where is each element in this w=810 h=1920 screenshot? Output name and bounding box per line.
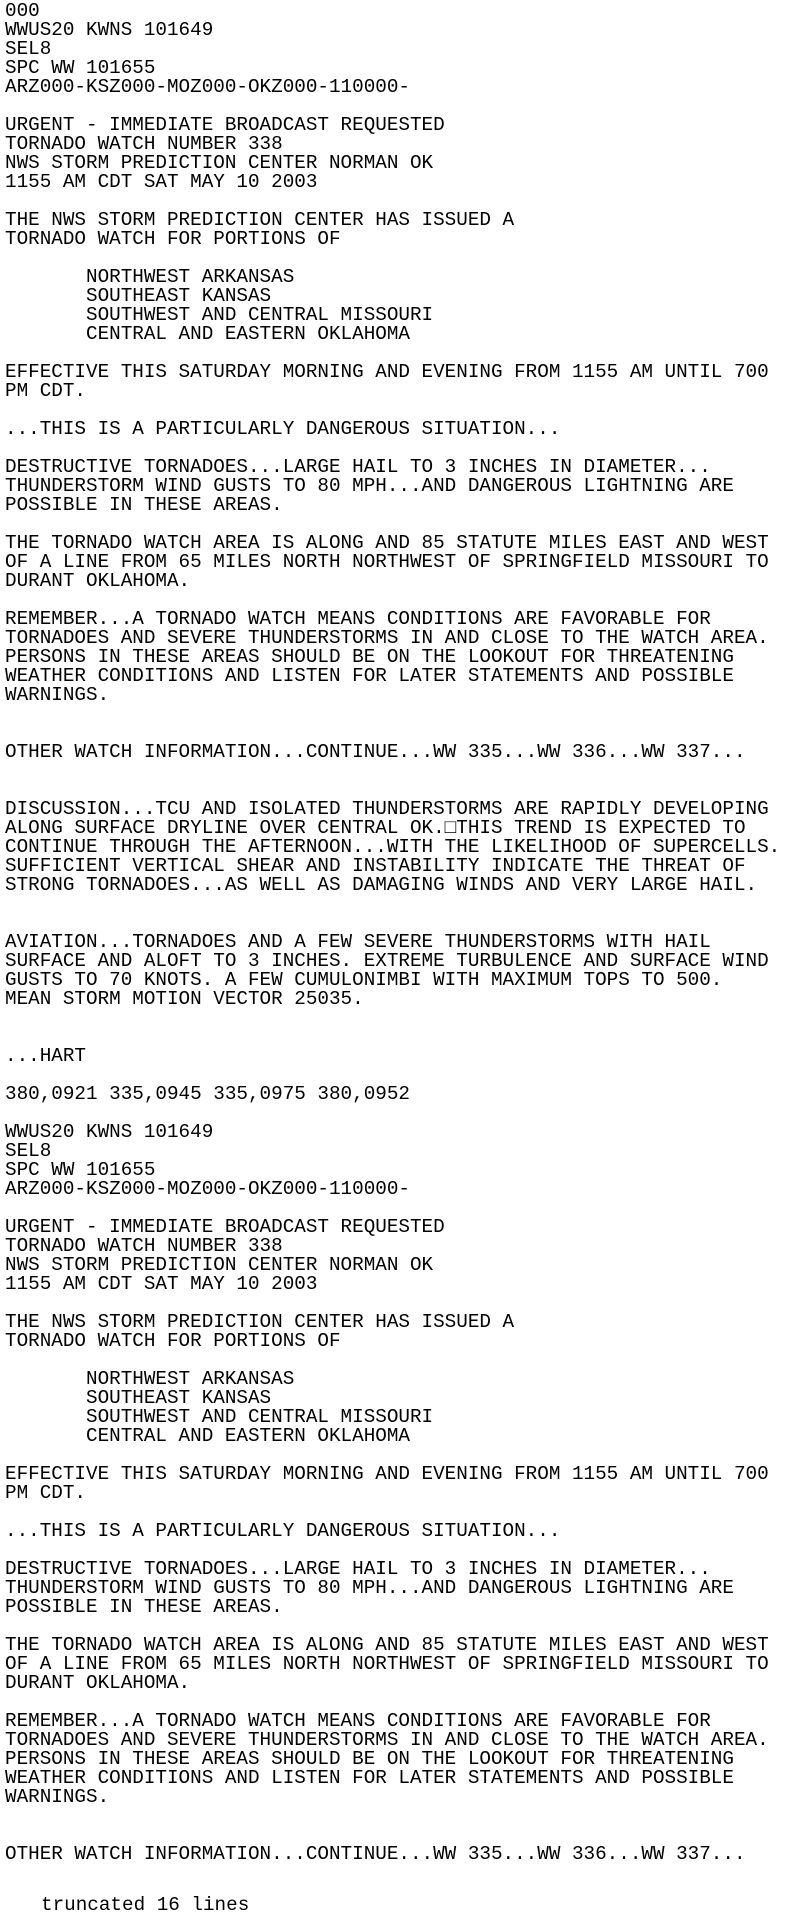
text-line: MEAN STORM MOTION VECTOR 25035. bbox=[5, 988, 364, 1010]
text-line: DESTRUCTIVE TORNADOES...LARGE HAIL TO 3 INCHES IN DIAMETER... bbox=[5, 456, 711, 478]
text-line: SEL8 bbox=[5, 38, 52, 60]
text-line: CONTINUE THROUGH THE AFTERNOON...WITH THE LIKELIHOOD OF SUPERCELLS. bbox=[5, 836, 781, 858]
text-line: DURANT OKLAHOMA. bbox=[5, 1672, 191, 1694]
text-line: NWS STORM PREDICTION CENTER NORMAN OK bbox=[5, 1254, 434, 1276]
text-line: NORTHWEST ARKANSAS bbox=[5, 1368, 295, 1390]
text-line: SOUTHWEST AND CENTRAL MISSOURI bbox=[5, 1406, 434, 1428]
text-line: SEL8 bbox=[5, 1140, 52, 1162]
text-line: CENTRAL AND EASTERN OKLAHOMA bbox=[5, 323, 410, 345]
text-line: DURANT OKLAHOMA. bbox=[5, 570, 191, 592]
text-line: WARNINGS. bbox=[5, 684, 110, 706]
text-line: URGENT - IMMEDIATE BROADCAST REQUESTED bbox=[5, 114, 445, 136]
text-line: STRONG TORNADOES...AS WELL AS DAMAGING WINDS AND VERY LARGE HAIL. bbox=[5, 874, 758, 896]
text-line: CENTRAL AND EASTERN OKLAHOMA bbox=[5, 1425, 410, 1447]
text-line: SOUTHWEST AND CENTRAL MISSOURI bbox=[5, 304, 434, 326]
text-line: PM CDT. bbox=[5, 380, 86, 402]
truncation-note: truncated 16 lines bbox=[41, 1894, 250, 1916]
text-line: WWUS20 KWNS 101649 bbox=[5, 19, 214, 41]
text-line: EFFECTIVE THIS SATURDAY MORNING AND EVENING FROM 1155 AM UNTIL 700 bbox=[5, 1463, 769, 1485]
blank-line bbox=[5, 762, 810, 781]
text-line: PERSONS IN THESE AREAS SHOULD BE ON THE LOOKOUT FOR THREATENING bbox=[5, 646, 734, 668]
text-line: POSSIBLE IN THESE AREAS. bbox=[5, 494, 283, 516]
bulletin-text bbox=[5, 2, 810, 1864]
text-line: ...THIS IS A PARTICULARLY DANGEROUS SITUATION... bbox=[5, 418, 561, 440]
text-line: SUFFICIENT VERTICAL SHEAR AND INSTABILITY INDICATE THE THREAT OF bbox=[5, 855, 746, 877]
text-line: REMEMBER...A TORNADO WATCH MEANS CONDITIONS ARE FAVORABLE FOR bbox=[5, 1710, 711, 1732]
text-line: WWUS20 KWNS 101649 bbox=[5, 1121, 214, 1143]
text-line: SURFACE AND ALOFT TO 3 INCHES. EXTREME TURBULENCE AND SURFACE WIND bbox=[5, 950, 769, 972]
text-line: ALONG SURFACE DRYLINE OVER CENTRAL OK.□THIS TREND IS EXPECTED TO bbox=[5, 817, 746, 839]
text-line: 380,0921 335,0945 335,0975 380,0952 bbox=[5, 1083, 410, 1105]
text-line: OTHER WATCH INFORMATION...CONTINUE...WW 335...WW 336...WW 337... bbox=[5, 1843, 746, 1865]
text-line: TORNADO WATCH FOR PORTIONS OF bbox=[5, 228, 341, 250]
text-line: WARNINGS. bbox=[5, 1786, 110, 1808]
text-line: WEATHER CONDITIONS AND LISTEN FOR LATER STATEMENTS AND POSSIBLE bbox=[5, 665, 734, 687]
text-line: SOUTHEAST KANSAS bbox=[5, 285, 272, 307]
text-line: DESTRUCTIVE TORNADOES...LARGE HAIL TO 3 INCHES IN DIAMETER... bbox=[5, 1558, 711, 1580]
text-line: URGENT - IMMEDIATE BROADCAST REQUESTED bbox=[5, 1216, 445, 1238]
blank-line bbox=[5, 705, 810, 724]
text-line: 000 bbox=[5, 0, 40, 22]
text-line: TORNADO WATCH FOR PORTIONS OF bbox=[5, 1330, 341, 1352]
text-line: SPC WW 101655 bbox=[5, 57, 156, 79]
blank-line bbox=[5, 1009, 810, 1028]
text-line: THUNDERSTORM WIND GUSTS TO 80 MPH...AND DANGEROUS LIGHTNING ARE bbox=[5, 1577, 734, 1599]
text-line: TORNADOES AND SEVERE THUNDERSTORMS IN AND CLOSE TO THE WATCH AREA. bbox=[5, 627, 769, 649]
text-line: DISCUSSION...TCU AND ISOLATED THUNDERSTORMS ARE RAPIDLY DEVELOPING bbox=[5, 798, 769, 820]
text-line: ...THIS IS A PARTICULARLY DANGEROUS SITUATION... bbox=[5, 1520, 561, 1542]
blank-line bbox=[5, 1807, 810, 1826]
text-line: ARZ000-KSZ000-MOZ000-OKZ000-110000- bbox=[5, 76, 410, 98]
text-line: WEATHER CONDITIONS AND LISTEN FOR LATER STATEMENTS AND POSSIBLE bbox=[5, 1767, 734, 1789]
text-line: EFFECTIVE THIS SATURDAY MORNING AND EVENING FROM 1155 AM UNTIL 700 bbox=[5, 361, 769, 383]
text-line: PM CDT. bbox=[5, 1482, 86, 1504]
text-line: POSSIBLE IN THESE AREAS. bbox=[5, 1596, 283, 1618]
text-line: THUNDERSTORM WIND GUSTS TO 80 MPH...AND DANGEROUS LIGHTNING ARE bbox=[5, 475, 734, 497]
text-line: THE NWS STORM PREDICTION CENTER HAS ISSUED A bbox=[5, 1311, 515, 1333]
text-line: TORNADOES AND SEVERE THUNDERSTORMS IN AND CLOSE TO THE WATCH AREA. bbox=[5, 1729, 769, 1751]
text-line: TORNADO WATCH NUMBER 338 bbox=[5, 1235, 283, 1257]
text-line: OF A LINE FROM 65 MILES NORTH NORTHWEST OF SPRINGFIELD MISSOURI TO bbox=[5, 1653, 769, 1675]
text-line: TORNADO WATCH NUMBER 338 bbox=[5, 133, 283, 155]
text-line: SPC WW 101655 bbox=[5, 1159, 156, 1181]
text-line: THE TORNADO WATCH AREA IS ALONG AND 85 STATUTE MILES EAST AND WEST bbox=[5, 532, 769, 554]
text-line: OTHER WATCH INFORMATION...CONTINUE...WW 335...WW 336...WW 337... bbox=[5, 741, 746, 763]
text-line: THE NWS STORM PREDICTION CENTER HAS ISSUED A bbox=[5, 209, 515, 231]
text-line: ...HART bbox=[5, 1045, 86, 1067]
text-line: 1155 AM CDT SAT MAY 10 2003 bbox=[5, 1273, 318, 1295]
text-line: ARZ000-KSZ000-MOZ000-OKZ000-110000- bbox=[5, 1178, 410, 1200]
blank-line bbox=[5, 1028, 810, 1047]
text-line: AVIATION...TORNADOES AND A FEW SEVERE THUNDERSTORMS WITH HAIL bbox=[5, 931, 711, 953]
text-line: OF A LINE FROM 65 MILES NORTH NORTHWEST OF SPRINGFIELD MISSOURI TO bbox=[5, 551, 769, 573]
text-line: GUSTS TO 70 KNOTS. A FEW CUMULONIMBI WITH MAXIMUM TOPS TO 500. bbox=[5, 969, 723, 991]
text-line: THE TORNADO WATCH AREA IS ALONG AND 85 STATUTE MILES EAST AND WEST bbox=[5, 1634, 769, 1656]
text-line: SOUTHEAST KANSAS bbox=[5, 1387, 272, 1409]
text-line: REMEMBER...A TORNADO WATCH MEANS CONDITIONS ARE FAVORABLE FOR bbox=[5, 608, 711, 630]
text-line: PERSONS IN THESE AREAS SHOULD BE ON THE LOOKOUT FOR THREATENING bbox=[5, 1748, 734, 1770]
blank-line bbox=[5, 895, 810, 914]
text-line: NORTHWEST ARKANSAS bbox=[5, 266, 295, 288]
text-line: 1155 AM CDT SAT MAY 10 2003 bbox=[5, 171, 318, 193]
text-line: NWS STORM PREDICTION CENTER NORMAN OK bbox=[5, 152, 434, 174]
